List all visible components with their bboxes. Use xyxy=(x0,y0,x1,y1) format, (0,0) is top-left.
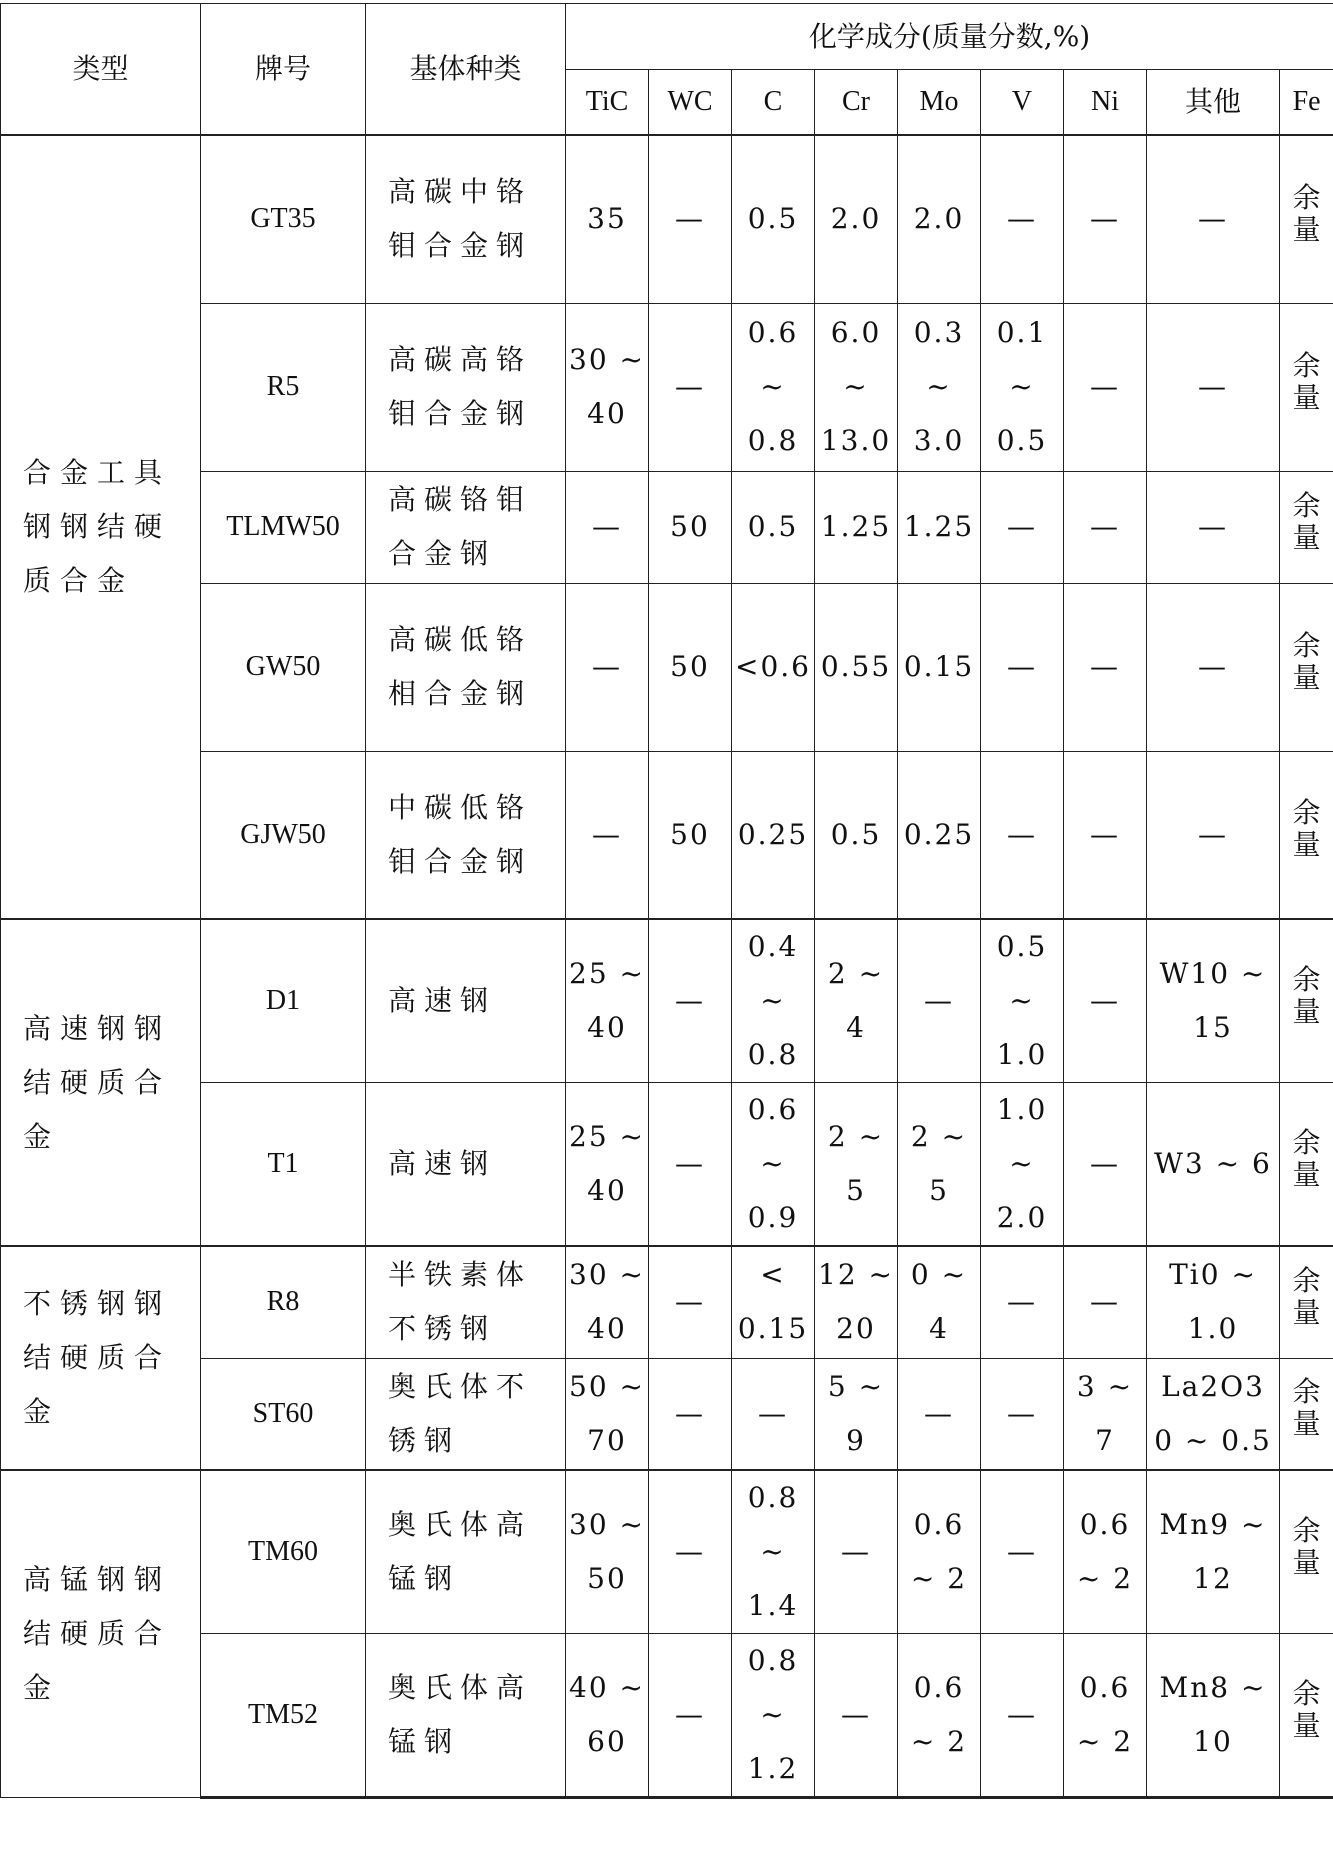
table-row xyxy=(1,1246,1333,1358)
value-cell-other: W10 ~ 15 xyxy=(1147,919,1280,1083)
value-cell-c: 0.6 ~ 0.8 xyxy=(732,303,815,471)
value-cell-c: <0.6 xyxy=(732,583,815,751)
value-cell-v: 0.1 ~ 0.5 xyxy=(981,303,1064,471)
value-cell-cr: — xyxy=(815,1470,898,1634)
value-cell-ni: — xyxy=(1064,919,1147,1083)
value-cell-ni: 0.6 ~ 2 xyxy=(1064,1470,1147,1634)
value-cell-wc: — xyxy=(649,1470,732,1634)
composition-table xyxy=(0,3,1333,1799)
header-element: V xyxy=(981,70,1064,136)
matrix-cell: 奥氏体不锈钢 xyxy=(366,1358,566,1470)
matrix-cell: 奥氏体高锰钢 xyxy=(366,1470,566,1634)
grade-cell: GW50 xyxy=(201,583,366,751)
value-cell-cr: 1.25 xyxy=(815,471,898,583)
value-cell-wc: 50 xyxy=(649,471,732,583)
value-cell-other: W3 ~ 6 xyxy=(1147,1083,1280,1247)
value-cell-cr: 5 ~ 9 xyxy=(815,1358,898,1470)
value-cell-tic: 40 ~ 60 xyxy=(566,1634,649,1798)
fe-remainder-label: 余量 xyxy=(1292,1513,1321,1579)
value-cell-c: 0.5 xyxy=(732,135,815,303)
header-element: Cr xyxy=(815,70,898,136)
value-cell-other: Mn8 ~ 10 xyxy=(1147,1634,1280,1798)
type-cell: 合金工具钢钢结硬质合金 xyxy=(1,135,201,919)
header-element: WC xyxy=(649,70,732,136)
value-cell-cr: 2.0 xyxy=(815,135,898,303)
grade-cell: T1 xyxy=(201,1083,366,1247)
table-row xyxy=(1,919,1333,1083)
value-cell-other: Mn9 ~ 12 xyxy=(1147,1470,1280,1634)
value-cell-c: 0.8 ~ 1.2 xyxy=(732,1634,815,1798)
fe-remainder-label: 余量 xyxy=(1292,1125,1321,1191)
value-cell-tic: 30 ~ 50 xyxy=(566,1470,649,1634)
grade-cell: GJW50 xyxy=(201,751,366,919)
table-row xyxy=(1,303,1333,471)
value-cell-wc: 50 xyxy=(649,751,732,919)
value-cell-v: — xyxy=(981,1246,1064,1358)
grade-cell: GT35 xyxy=(201,135,366,303)
value-cell-v: — xyxy=(981,1634,1064,1798)
value-cell-cr: — xyxy=(815,1634,898,1798)
value-cell-mo: — xyxy=(898,919,981,1083)
fe-remainder-label: 余量 xyxy=(1292,1375,1321,1441)
fe-remainder-label: 余量 xyxy=(1292,1676,1321,1742)
table-row xyxy=(1,135,1333,303)
value-cell-ni: — xyxy=(1064,1246,1147,1358)
value-cell-other: Ti0 ~ 1.0 xyxy=(1147,1246,1280,1358)
value-cell-c: 0.6 ~ 0.9 xyxy=(732,1083,815,1247)
header-element: Ni xyxy=(1064,70,1147,136)
value-cell-wc: — xyxy=(649,1083,732,1247)
value-cell-mo: 0.3 ~ 3.0 xyxy=(898,303,981,471)
value-cell-tic: 50 ~ 70 xyxy=(566,1358,649,1470)
type-cell: 不锈钢钢结硬质合金 xyxy=(1,1246,201,1470)
matrix-cell: 奥氏体高锰钢 xyxy=(366,1634,566,1798)
value-cell-fe xyxy=(1280,1246,1333,1358)
value-cell-wc: — xyxy=(649,1246,732,1358)
value-cell-other: La2O3 0 ~ 0.5 xyxy=(1147,1358,1280,1470)
value-cell-fe xyxy=(1280,1083,1333,1247)
value-cell-tic: — xyxy=(566,583,649,751)
matrix-cell: 高速钢 xyxy=(366,919,566,1083)
table-row xyxy=(1,1470,1333,1634)
value-cell-fe xyxy=(1280,1470,1333,1634)
value-cell-fe xyxy=(1280,1358,1333,1470)
grade-cell: D1 xyxy=(201,919,366,1083)
header-element: Fe xyxy=(1280,70,1333,136)
table-row xyxy=(1,1634,1333,1798)
grade-cell: TM52 xyxy=(201,1634,366,1798)
value-cell-fe xyxy=(1280,583,1333,751)
table-row xyxy=(1,1358,1333,1470)
value-cell-mo: 2 ~ 5 xyxy=(898,1083,981,1247)
grade-cell: R5 xyxy=(201,303,366,471)
value-cell-ni: — xyxy=(1064,303,1147,471)
header-element: C xyxy=(732,70,815,136)
header-element: Mo xyxy=(898,70,981,136)
grade-cell: R8 xyxy=(201,1246,366,1358)
table-row xyxy=(1,751,1333,919)
value-cell-mo: 0 ~ 4 xyxy=(898,1246,981,1358)
value-cell-v: 1.0 ~ 2.0 xyxy=(981,1083,1064,1247)
value-cell-other: — xyxy=(1147,303,1280,471)
fe-remainder-label: 余量 xyxy=(1292,628,1321,694)
matrix-cell: 高碳低铬相合金钢 xyxy=(366,583,566,751)
type-cell: 高锰钢钢结硬质合金 xyxy=(1,1470,201,1798)
value-cell-wc: — xyxy=(649,1634,732,1798)
fe-remainder-label: 余量 xyxy=(1292,180,1321,246)
matrix-cell: 半铁素体不锈钢 xyxy=(366,1246,566,1358)
value-cell-wc: — xyxy=(649,919,732,1083)
type-cell: 高速钢钢结硬质合金 xyxy=(1,919,201,1246)
value-cell-tic: 25 ~ 40 xyxy=(566,919,649,1083)
value-cell-ni: — xyxy=(1064,471,1147,583)
header-element: 其他 xyxy=(1147,70,1280,136)
fe-remainder-label: 余量 xyxy=(1292,1263,1321,1329)
table-row xyxy=(1,1083,1333,1247)
value-cell-cr: 6.0 ~ 13.0 xyxy=(815,303,898,471)
value-cell-fe xyxy=(1280,1634,1333,1798)
value-cell-wc: — xyxy=(649,1358,732,1470)
value-cell-mo: 2.0 xyxy=(898,135,981,303)
table-row xyxy=(1,471,1333,583)
matrix-cell: 高碳中铬钼合金钢 xyxy=(366,135,566,303)
value-cell-cr: 0.5 xyxy=(815,751,898,919)
value-cell-mo: 0.25 xyxy=(898,751,981,919)
value-cell-cr: 2 ~ 4 xyxy=(815,919,898,1083)
value-cell-mo: — xyxy=(898,1358,981,1470)
value-cell-v: — xyxy=(981,583,1064,751)
value-cell-v: — xyxy=(981,471,1064,583)
value-cell-tic: — xyxy=(566,751,649,919)
table-header xyxy=(1,4,1333,136)
value-cell-fe xyxy=(1280,919,1333,1083)
header-composition: 化学成分(质量分数,%) xyxy=(566,4,1333,70)
value-cell-mo: 0.6 ~ 2 xyxy=(898,1470,981,1634)
header-element: TiC xyxy=(566,70,649,136)
value-cell-other: — xyxy=(1147,583,1280,751)
value-cell-tic: 30 ~ 40 xyxy=(566,303,649,471)
value-cell-c: 0.8 ~ 1.4 xyxy=(732,1470,815,1634)
matrix-cell: 中碳低铬钼合金钢 xyxy=(366,751,566,919)
value-cell-other: — xyxy=(1147,135,1280,303)
fe-remainder-label: 余量 xyxy=(1292,488,1321,554)
value-cell-v: — xyxy=(981,135,1064,303)
value-cell-v: — xyxy=(981,1470,1064,1634)
value-cell-c: — xyxy=(732,1358,815,1470)
grade-cell: ST60 xyxy=(201,1358,366,1470)
value-cell-wc: — xyxy=(649,135,732,303)
grade-cell: TLMW50 xyxy=(201,471,366,583)
fe-remainder-label: 余量 xyxy=(1292,348,1321,414)
value-cell-v: — xyxy=(981,751,1064,919)
value-cell-tic: 30 ~ 40 xyxy=(566,1246,649,1358)
value-cell-v: 0.5 ~ 1.0 xyxy=(981,919,1064,1083)
matrix-cell: 高碳铬钼合金钢 xyxy=(366,471,566,583)
value-cell-cr: 12 ~ 20 xyxy=(815,1246,898,1358)
fe-remainder-label: 余量 xyxy=(1292,796,1321,862)
value-cell-fe xyxy=(1280,471,1333,583)
value-cell-other: — xyxy=(1147,751,1280,919)
value-cell-ni: — xyxy=(1064,135,1147,303)
value-cell-other: — xyxy=(1147,471,1280,583)
value-cell-ni: — xyxy=(1064,1083,1147,1247)
value-cell-c: 0.25 xyxy=(732,751,815,919)
value-cell-fe xyxy=(1280,751,1333,919)
value-cell-ni: — xyxy=(1064,751,1147,919)
fe-remainder-label: 余量 xyxy=(1292,962,1321,1028)
table-row xyxy=(1,583,1333,751)
value-cell-tic: 25 ~ 40 xyxy=(566,1083,649,1247)
value-cell-tic: 35 xyxy=(566,135,649,303)
value-cell-c: 0.5 xyxy=(732,471,815,583)
value-cell-ni: — xyxy=(1064,583,1147,751)
grade-cell: TM60 xyxy=(201,1470,366,1634)
value-cell-fe xyxy=(1280,303,1333,471)
value-cell-c: 0.4 ~ 0.8 xyxy=(732,919,815,1083)
value-cell-fe xyxy=(1280,135,1333,303)
value-cell-v: — xyxy=(981,1358,1064,1470)
value-cell-ni: 0.6 ~ 2 xyxy=(1064,1634,1147,1798)
value-cell-mo: 0.15 xyxy=(898,583,981,751)
value-cell-cr: 2 ~ 5 xyxy=(815,1083,898,1247)
table-body xyxy=(1,135,1333,1798)
header-grade: 牌号 xyxy=(201,4,366,136)
value-cell-ni: 3 ~ 7 xyxy=(1064,1358,1147,1470)
value-cell-mo: 0.6 ~ 2 xyxy=(898,1634,981,1798)
header-matrix: 基体种类 xyxy=(366,4,566,136)
value-cell-tic: — xyxy=(566,471,649,583)
header-type: 类型 xyxy=(1,4,201,136)
value-cell-wc: 50 xyxy=(649,583,732,751)
value-cell-wc: — xyxy=(649,303,732,471)
matrix-cell: 高速钢 xyxy=(366,1083,566,1247)
matrix-cell: 高碳高铬钼合金钢 xyxy=(366,303,566,471)
value-cell-cr: 0.55 xyxy=(815,583,898,751)
value-cell-mo: 1.25 xyxy=(898,471,981,583)
value-cell-c: < 0.15 xyxy=(732,1246,815,1358)
